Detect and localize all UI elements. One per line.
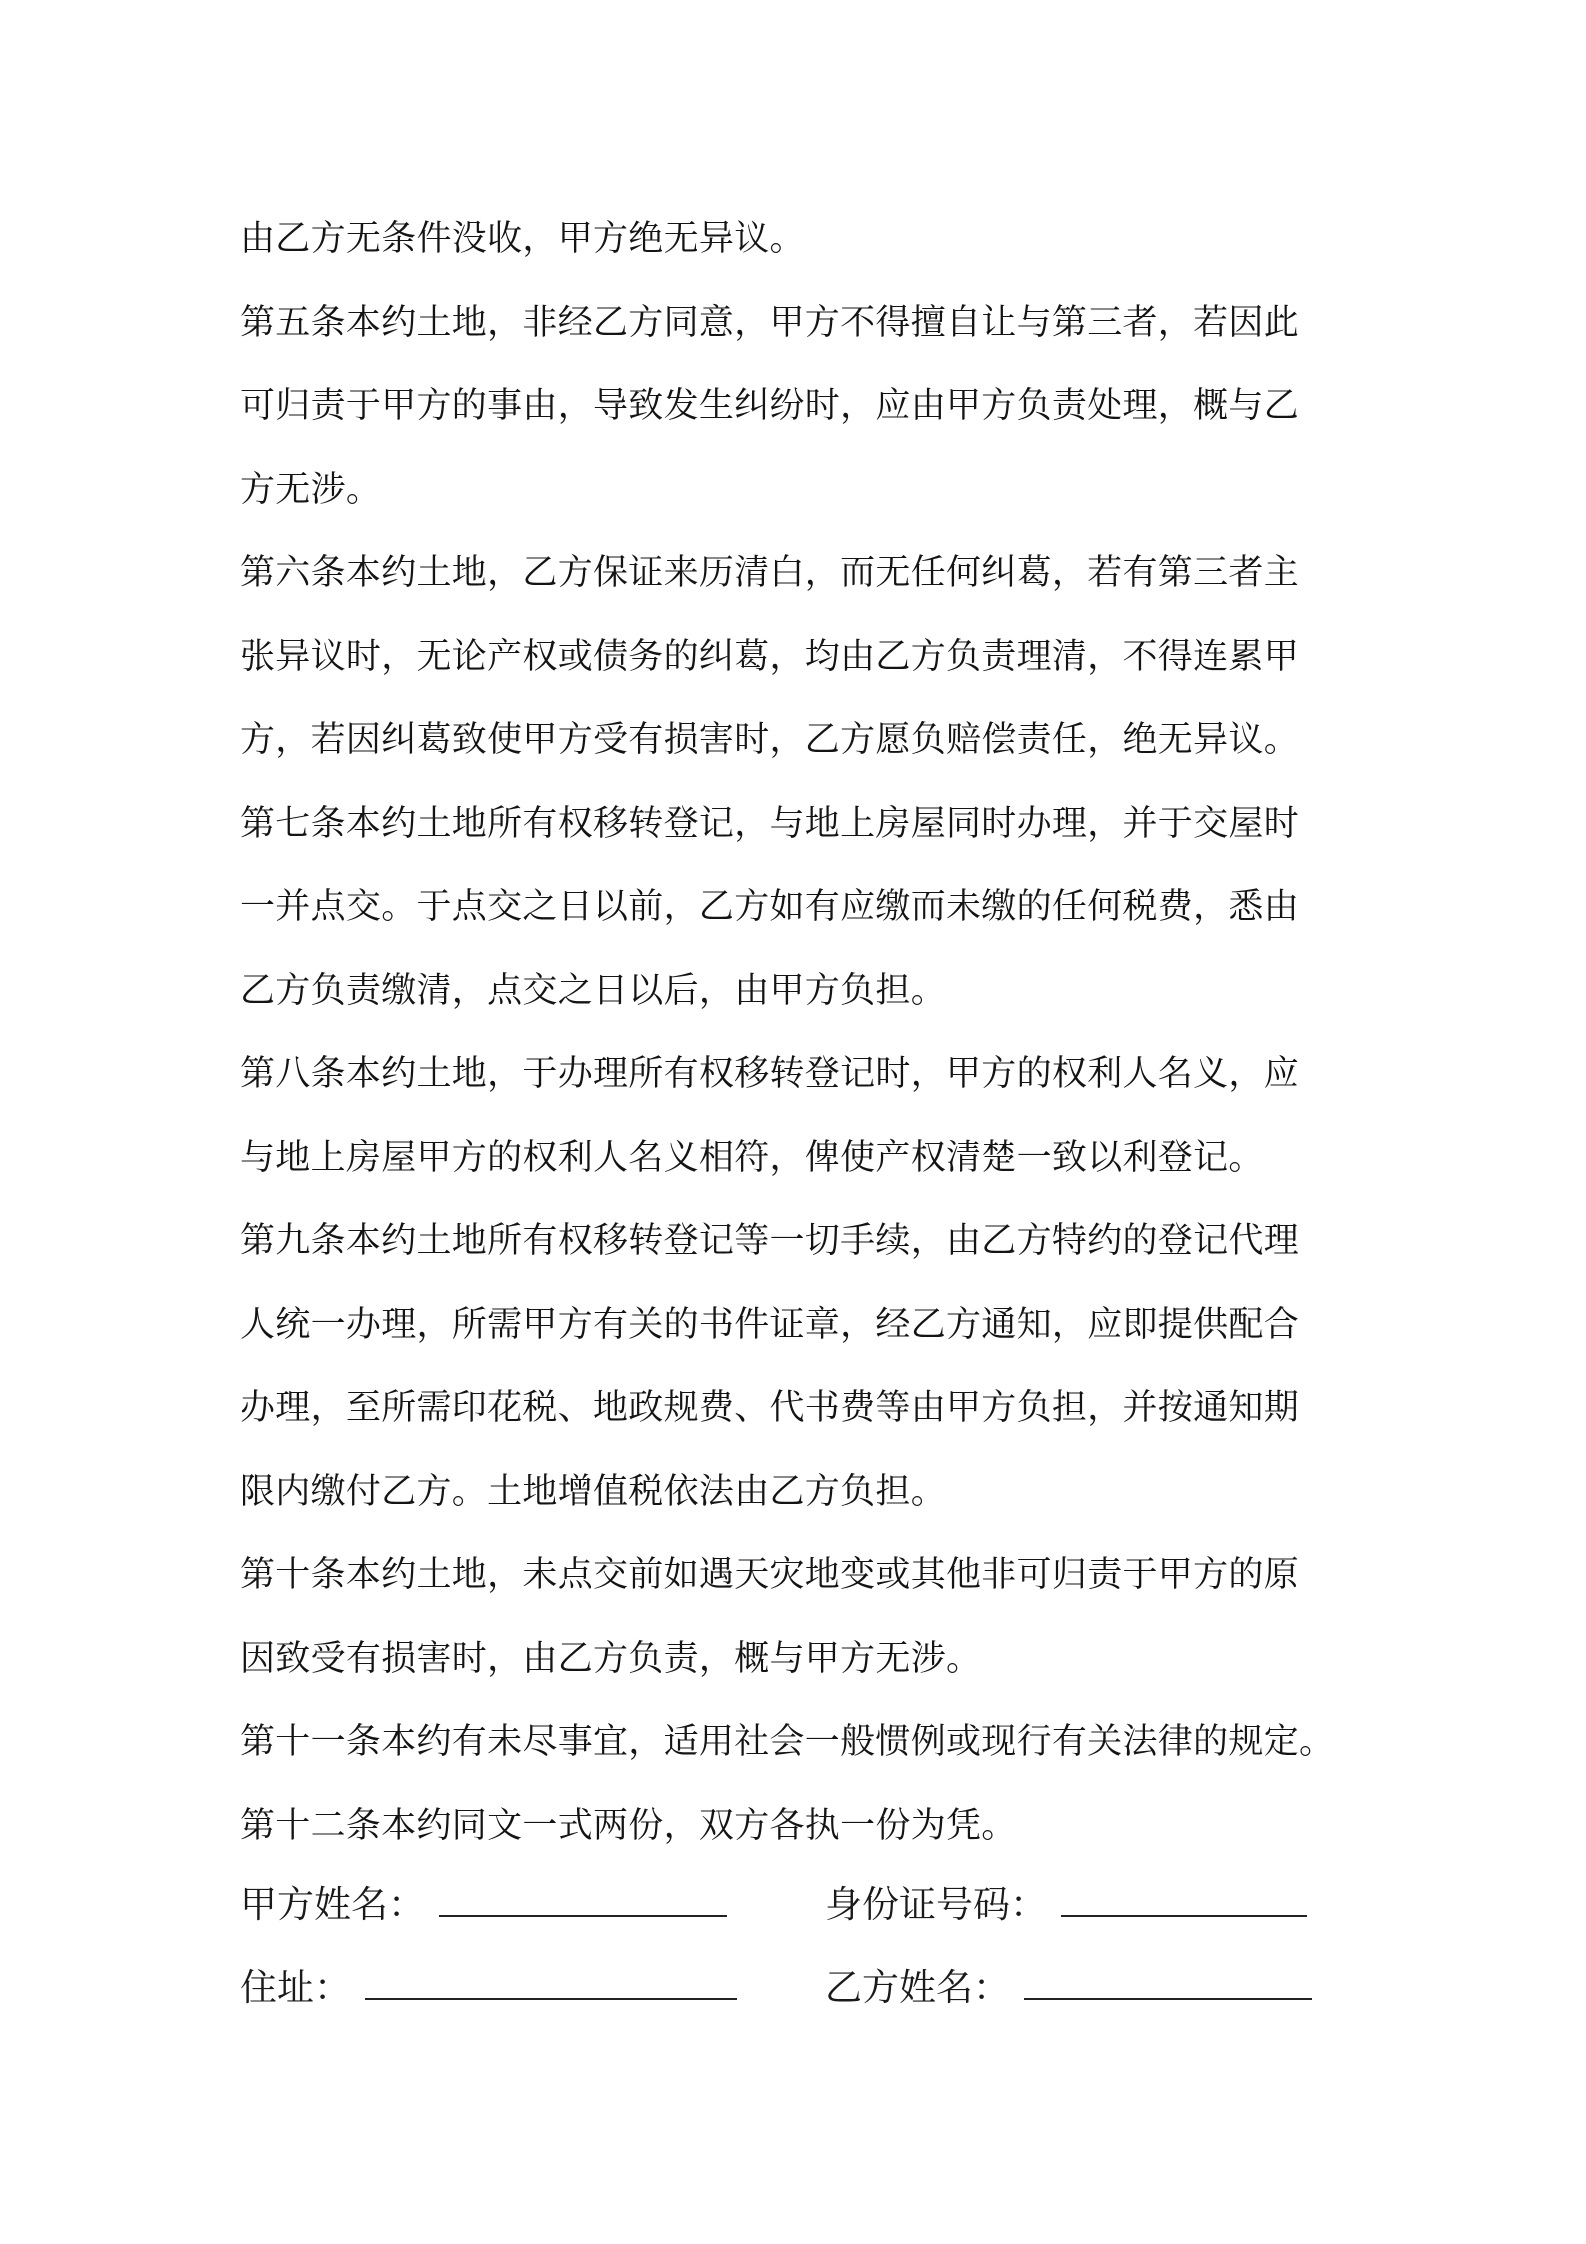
text-line-11: 第八条本约土地，于办理所有权移转登记时，甲方的权利人名义，应 xyxy=(240,1054,1300,1094)
text-line-13: 第九条本约土地所有权移转登记等一切手续，由乙方特约的登记代理 xyxy=(240,1221,1300,1261)
signature-row-1 xyxy=(240,1875,1380,1935)
text-line-20: 第十二条本约同文一式两份，双方各执一份为凭。 xyxy=(240,1805,1017,1846)
party-b-name-label: 乙方姓名： xyxy=(825,1966,1010,2009)
text-line-15: 办理，至所需印花税、地政规费、代书费等由甲方负担，并按通知期 xyxy=(240,1388,1300,1428)
text-line-2: 第五条本约土地，非经乙方同意，甲方不得擅自让与第三者，若因此 xyxy=(240,302,1300,343)
text-line-4: 方无涉。 xyxy=(240,469,382,510)
text-line-8: 第七条本约土地所有权移转登记，与地上房屋同时办理，并于交屋时 xyxy=(240,803,1300,844)
party-a-name-field xyxy=(240,1875,727,1935)
address-label: 住址： xyxy=(240,1966,351,2009)
party-b-name-blank[interactable] xyxy=(1024,1964,1312,2000)
text-line-5: 第六条本约土地，乙方保证来历清白，而无任何纠葛，若有第三者主 xyxy=(240,553,1300,593)
id-number-label: 身份证号码： xyxy=(825,1883,1047,1926)
text-line-19: 第十一条本约有未尽事宜，适用社会一般惯例或现行有关法律的规定。 xyxy=(240,1722,1335,1762)
contract-body xyxy=(240,198,1380,1868)
text-line-7: 方，若因纠葛致使甲方受有损害时，乙方愿负赔偿责任，绝无异议。 xyxy=(240,720,1300,760)
text-line-6: 张异议时，无论产权或债务的纠葛，均由乙方负责理清，不得连累甲 xyxy=(240,636,1300,677)
text-line-3: 可归责于甲方的事由，导致发生纠纷时，应由甲方负责处理，概与乙 xyxy=(240,386,1300,426)
party-b-name-field xyxy=(825,1958,1312,2018)
text-line-12: 与地上房屋甲方的权利人名义相符，俾使产权清楚一致以利登记。 xyxy=(240,1137,1264,1178)
text-line-14: 人统一办理，所需甲方有关的书件证章，经乙方通知，应即提供配合 xyxy=(240,1304,1300,1345)
text-line-16: 限内缴付乙方。土地增值税依法由乙方负担。 xyxy=(240,1471,947,1512)
address-blank[interactable] xyxy=(365,1964,737,2000)
text-line-9: 一并点交。于点交之日以前，乙方如有应缴而未缴的任何税费，悉由 xyxy=(240,887,1300,927)
id-number-field xyxy=(825,1875,1307,1935)
party-a-name-label: 甲方姓名： xyxy=(240,1883,425,1926)
party-a-name-blank[interactable] xyxy=(439,1881,727,1917)
signature-row-2 xyxy=(240,1958,1380,2018)
address-field xyxy=(240,1958,737,2018)
text-line-1: 由乙方无条件没收，甲方绝无异议。 xyxy=(240,219,805,259)
id-number-blank[interactable] xyxy=(1061,1881,1307,1917)
text-line-17: 第十条本约土地，未点交前如遇天灾地变或其他非可归责于甲方的原 xyxy=(240,1555,1300,1595)
text-line-18: 因致受有损害时，由乙方负责，概与甲方无涉。 xyxy=(240,1638,982,1679)
text-line-10: 乙方负责缴清，点交之日以后，由甲方负担。 xyxy=(240,970,947,1011)
